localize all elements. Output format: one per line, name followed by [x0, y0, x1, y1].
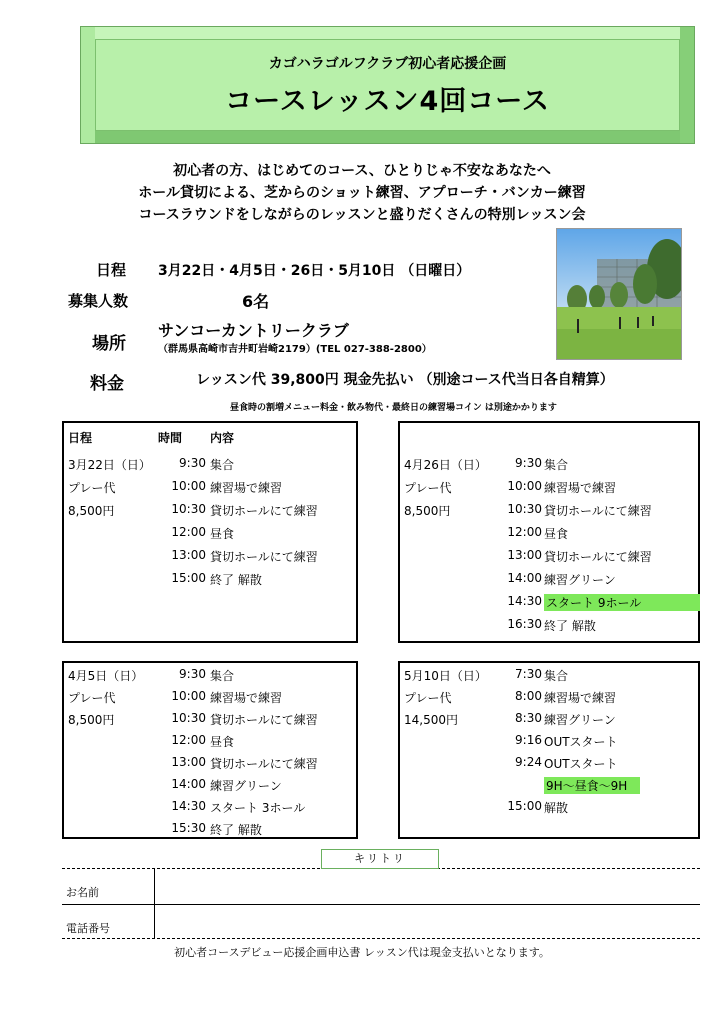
row-activity: 練習グリーン [544, 573, 616, 587]
row-activity: 練習場で練習 [210, 481, 283, 495]
phone-label: 電話番号 [66, 922, 110, 935]
intro-line-1: 初心者の方、はじめてのコース、ひとりじゃ不安なあなたへ [173, 163, 551, 179]
row-activity: 集合 [544, 669, 569, 683]
row-time: 10:30 [507, 502, 542, 516]
row-time: 12:00 [507, 525, 542, 539]
row-time: 14:30 [171, 799, 206, 813]
row-activity: 昼食 [544, 527, 569, 541]
row-activity: 終了 解散 [210, 823, 262, 837]
banner-subtitle: カゴハラゴルフクラブ初心者応援企画 [268, 56, 507, 72]
schedule-box-mar22 [62, 421, 358, 643]
row-label: プレー代 [404, 691, 452, 705]
row-time: 14:00 [171, 777, 206, 791]
row-activity: 練習グリーン [544, 713, 616, 727]
row-time: 12:00 [171, 525, 206, 539]
header-time: 時間 [158, 431, 183, 445]
application-form [62, 868, 700, 939]
row-time: 15:00 [171, 571, 206, 585]
header-date: 日程 [68, 431, 93, 445]
row-activity: 貸切ホールにて練習 [544, 504, 652, 518]
row-time: 12:00 [171, 733, 206, 747]
row-time: 14:00 [507, 571, 542, 585]
phone-field[interactable] [156, 905, 698, 937]
row-time: 9:30 [179, 667, 206, 681]
row-time: 10:00 [171, 689, 206, 703]
row-activity: 練習グリーン [210, 779, 282, 793]
row-activity: 集合 [210, 458, 235, 472]
fee-label: 料金 [90, 374, 124, 394]
golf-course-photo [556, 228, 682, 360]
row-label: 5月10日（日） [404, 669, 487, 683]
row-label: 3月22日（日） [68, 458, 151, 472]
form-footer-note: 初心者コースデビュー応援企画申込書 レッスン代は現金支払いとなります。 [174, 946, 550, 959]
row-activity: 練習場で練習 [210, 691, 283, 705]
venue-label: 場所 [92, 334, 126, 354]
row-time: 9:16 [515, 733, 542, 747]
row-label: 4月5日（日） [68, 669, 144, 683]
row-activity: 終了 解散 [544, 619, 596, 633]
intro-line-2: ホール貸切による、芝からのショット練習、アプローチ・バンカー練習 [138, 185, 586, 201]
row-activity: OUTスタート [544, 757, 618, 771]
row-label: 14,500円 [404, 713, 458, 727]
row-time: 10:30 [171, 711, 206, 725]
row-activity: 昼食 [210, 527, 235, 541]
row-activity: 貸切ホールにて練習 [210, 504, 318, 518]
row-time: 13:00 [171, 548, 206, 562]
row-time: 8:00 [515, 689, 542, 703]
row-time: 9:30 [515, 456, 542, 470]
row-time: 9:30 [179, 456, 206, 470]
row-time: 14:30 [507, 594, 542, 608]
row-label: 8,500円 [68, 504, 115, 518]
row-activity: 9H～昼食～9H [544, 777, 640, 794]
row-activity: スタート 3ホール [210, 801, 306, 815]
row-time: 7:30 [515, 667, 542, 681]
schedule-box-may10 [398, 661, 700, 839]
schedule-label: 日程 [96, 261, 127, 279]
schedule-box-apr5 [62, 661, 358, 839]
row-activity: 貸切ホールにて練習 [210, 550, 318, 564]
capacity-label: 募集人数 [68, 292, 129, 310]
intro-line-3: コースラウンドをしながらのレッスンと盛りだくさんの特別レッスン会 [138, 207, 586, 223]
row-label: プレー代 [68, 481, 116, 495]
name-field[interactable] [156, 869, 698, 903]
row-activity: 集合 [544, 458, 569, 472]
fee-value: レッスン代 39,800円 現金先払い （別途コース代当日各自精算） [196, 372, 614, 388]
row-label: プレー代 [404, 481, 452, 495]
row-activity: 練習場で練習 [544, 481, 617, 495]
row-activity: 貸切ホールにて練習 [210, 713, 318, 727]
name-label: お名前 [66, 886, 99, 899]
row-activity: 貸切ホールにて練習 [544, 550, 652, 564]
row-time: 10:00 [507, 479, 542, 493]
row-label: プレー代 [68, 691, 116, 705]
venue-name: サンコーカントリークラブ [158, 321, 349, 340]
header-content: 内容 [210, 431, 235, 445]
venue-address: （群馬県高崎市吉井町岩崎2179）(TEL 027-388-2800） [158, 344, 432, 355]
row-time: 16:30 [507, 617, 542, 631]
row-time: 13:00 [171, 755, 206, 769]
schedule-box-apr26 [398, 421, 700, 643]
row-time: 8:30 [515, 711, 542, 725]
row-activity: 解散 [544, 801, 569, 815]
row-time: 10:30 [171, 502, 206, 516]
schedule-value: 3月22日・4月5日・26日・5月10日 （日曜日） [158, 263, 471, 279]
row-activity: OUTスタート [544, 735, 618, 749]
row-activity: スタート 9ホール [544, 594, 700, 611]
row-label: 4月26日（日） [404, 458, 487, 472]
row-time: 15:00 [507, 799, 542, 813]
row-time: 9:24 [515, 755, 542, 769]
row-activity: 貸切ホールにて練習 [210, 757, 318, 771]
row-activity: 集合 [210, 669, 235, 683]
row-time: 13:00 [507, 548, 542, 562]
row-label: 8,500円 [404, 504, 451, 518]
cut-label: キリトリ [321, 849, 439, 869]
capacity-value: 6名 [242, 292, 270, 311]
banner-title: コースレッスン4回コース [225, 86, 550, 117]
extra-cost-note: 昼食時の割増メニュー料金・飲み物代・最終日の練習場コイン は別途かかります [230, 403, 557, 413]
row-time: 15:30 [171, 821, 206, 835]
row-activity: 終了 解散 [210, 573, 262, 587]
row-activity: 昼食 [210, 735, 235, 749]
row-activity: 練習場で練習 [544, 691, 617, 705]
row-time: 10:00 [171, 479, 206, 493]
title-banner [80, 26, 695, 144]
row-label: 8,500円 [68, 713, 115, 727]
